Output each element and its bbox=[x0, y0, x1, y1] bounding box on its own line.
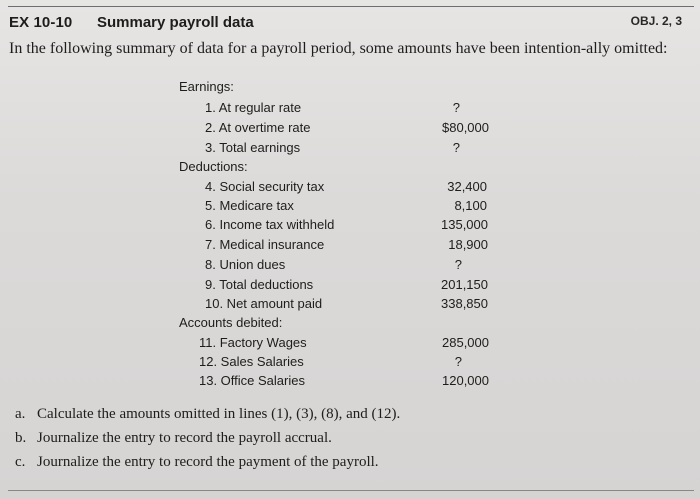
earnings-item-label: 2. At overtime rate bbox=[205, 120, 311, 135]
deductions-item-value: 338,850 bbox=[441, 296, 488, 311]
exercise-number: EX 10-10 bbox=[9, 14, 73, 31]
question-item bbox=[15, 450, 400, 474]
question-item bbox=[15, 402, 400, 426]
accounts-item-value: ? bbox=[454, 354, 462, 369]
deductions-heading: Deductions: bbox=[179, 159, 248, 174]
question-item bbox=[15, 426, 400, 450]
deductions-item-label: 10. Net amount paid bbox=[205, 296, 323, 311]
question-list bbox=[15, 402, 400, 474]
deductions-item-value: ? bbox=[454, 257, 462, 272]
question-letter: c. bbox=[15, 454, 26, 470]
deductions-item-label: 4. Social security tax bbox=[205, 179, 325, 194]
objectives-label: OBJ. 2, 3 bbox=[630, 14, 682, 28]
earnings-item-label: 3. Total earnings bbox=[205, 140, 301, 155]
intro-paragraph: In the following summary of data for a payroll period, some amounts have been intention-ally omitted: bbox=[9, 40, 668, 57]
deductions-item-value: 8,100 bbox=[454, 198, 487, 213]
deductions-item-value: 201,150 bbox=[441, 277, 488, 292]
deductions-item-value: 32,400 bbox=[447, 179, 487, 194]
deductions-item-value: 135,000 bbox=[441, 217, 488, 232]
earnings-heading: Earnings: bbox=[179, 79, 234, 94]
accounts-heading: Accounts debited: bbox=[179, 315, 283, 330]
question-text: Journalize the entry to record the payroll accrual. bbox=[37, 430, 332, 446]
earnings-item-label: 1. At regular rate bbox=[205, 100, 302, 115]
question-text: Calculate the amounts omitted in lines (1), (3), (8), and (12). bbox=[37, 406, 401, 422]
bottom-divider bbox=[8, 490, 694, 491]
question-letter: a. bbox=[15, 406, 26, 422]
earnings-item-value: ? bbox=[452, 100, 460, 115]
accounts-item-value: 285,000 bbox=[442, 335, 489, 350]
deductions-item-label: 5. Medicare tax bbox=[205, 198, 294, 213]
question-text: Journalize the entry to record the payment of the payroll. bbox=[37, 454, 379, 470]
deductions-item-label: 9. Total deductions bbox=[205, 277, 314, 292]
exercise-title: Summary payroll data bbox=[97, 14, 254, 31]
question-letter: b. bbox=[15, 430, 27, 446]
deductions-item-label: 8. Union dues bbox=[205, 257, 286, 272]
deductions-item-label: 7. Medical insurance bbox=[205, 237, 325, 252]
deductions-item-value: 18,900 bbox=[448, 237, 488, 252]
earnings-item-value: ? bbox=[452, 140, 460, 155]
top-divider bbox=[8, 6, 694, 7]
deductions-item-label: 6. Income tax withheld bbox=[205, 217, 335, 232]
accounts-item-label: 11. Factory Wages bbox=[199, 335, 307, 350]
accounts-item-label: 13. Office Salaries bbox=[199, 373, 305, 388]
accounts-item-value: 120,000 bbox=[442, 373, 489, 388]
earnings-item-value: $80,000 bbox=[442, 120, 489, 135]
accounts-item-label: 12. Sales Salaries bbox=[199, 354, 304, 369]
